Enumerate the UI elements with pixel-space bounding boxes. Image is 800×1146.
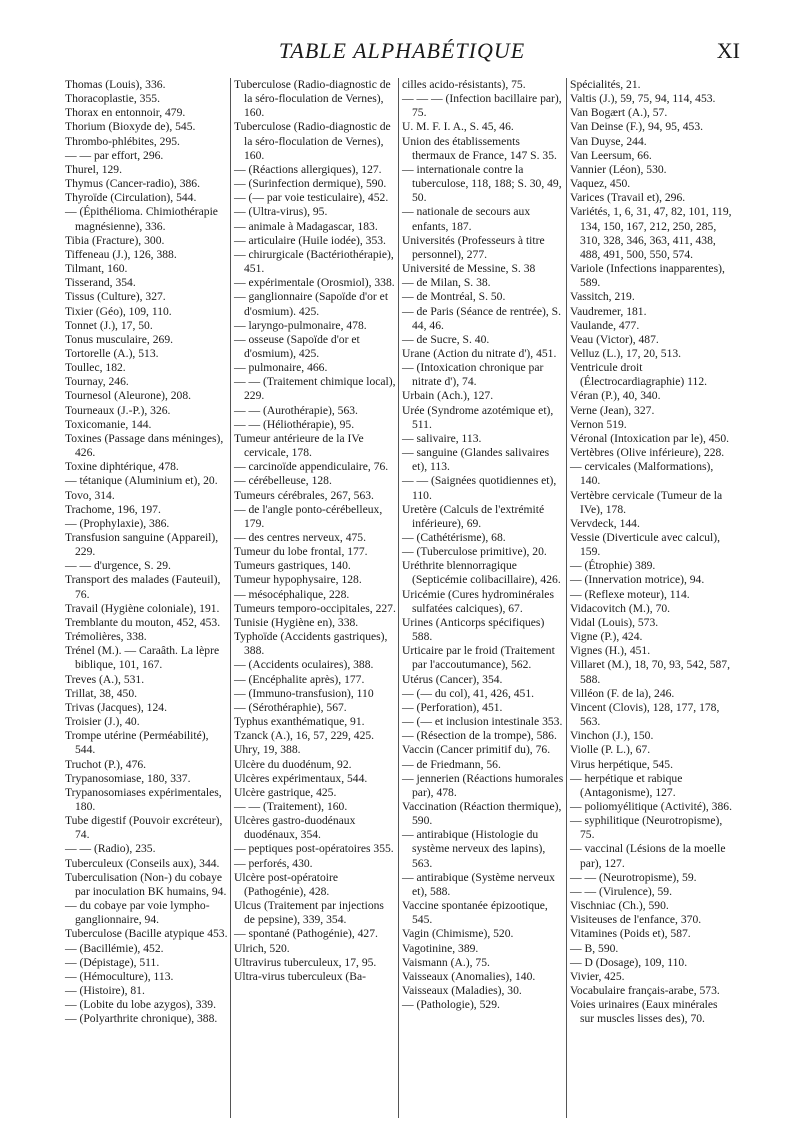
index-entry: Thomas (Louis), 336. [65, 78, 166, 91]
index-entry: Velluz (L.), 17, 20, 513. [570, 346, 682, 360]
index-entry: — antirabique (Histologie du système nerveux des lapins), 563. [402, 828, 546, 870]
index-entry: Vaisseaux (Maladies), 30. [402, 984, 522, 997]
index-entry: Ulcère gastrique, 425. [234, 785, 337, 799]
index-entry: — (Dépistage), 511. [65, 955, 160, 969]
index-entry: — (Histoire), 81. [65, 984, 145, 997]
index-entry: Union des établissements thermaux de France, 147 S. 35. [402, 134, 557, 162]
index-entry: — (Prophylaxie), 386. [65, 516, 170, 530]
index-entry: — (Sérothéraphie), 567. [234, 700, 347, 714]
index-entry: Trémolières, 338. [65, 630, 147, 644]
index-entry: Vincent (Clovis), 128, 177, 178, 563. [570, 700, 720, 729]
index-entry: Trénel (M.). — Caraâth. La lèpre biblique, 101, 167. [65, 644, 220, 672]
index-entry: Uhry, 19, 388. [234, 743, 301, 757]
index-entry: — (Étrophie) 389. [570, 559, 656, 573]
index-entry: Van Deinse (F.), 94, 95, 453. [570, 120, 704, 134]
index-entry: Thymus (Cancer-radio), 386. [65, 177, 200, 191]
index-entry: — de Friedmann, 56. [402, 757, 501, 771]
index-entry: U. M. F. I. A., S. 45, 46. [402, 120, 514, 134]
index-entry: Ventricule droit (Électrocardiagraphie) 112. [570, 361, 708, 389]
index-entry: Tumeur du lobe frontal, 177. [234, 545, 368, 559]
index-entry: Virus herpétique, 545. [570, 757, 673, 771]
index-entry: Tuberculose (Radio-diagnostic de la séro-floculation de Vernes), 160. [234, 120, 391, 162]
index-entry: Vervdeck, 144. [570, 516, 640, 530]
index-entry: Vinchon (J.), 150. [570, 729, 654, 743]
index-entry: Treves (A.), 531. [65, 672, 145, 686]
index-entry: Truchot (P.), 476. [65, 757, 147, 771]
index-entry: Tourneaux (J.-P.), 326. [65, 403, 171, 417]
page-header [64, 38, 740, 74]
index-entry: — (Accidents oculaires), 388. [234, 658, 374, 672]
index-entry: Vignes (H.), 451. [570, 644, 651, 658]
index-entry: — perforés, 430. [234, 856, 313, 870]
index-entry: — (Cathétérisme), 68. [402, 531, 506, 544]
index-entry: Vaisseaux (Anomalies), 140. [402, 969, 536, 983]
index-entry: Thoracoplastie, 355. [65, 92, 160, 106]
index-entry: — (Surinfection dermique), 590. [234, 177, 387, 191]
index-entry: — poliomyélitique (Activité), 386. [570, 799, 732, 813]
index-entry: Urbain (Ach.), 127. [402, 389, 494, 403]
index-entry: Tixier (Géo), 109, 110. [65, 304, 172, 318]
index-entry: — (Polyarthrite chronique), 388. [65, 1012, 218, 1026]
index-entry: — syphilitique (Neurotropisme), 75. [570, 814, 723, 842]
index-entry: Tonnet (J.), 17, 50. [65, 318, 153, 332]
index-entry: Vessie (Diverticule avec calcul), 159. [570, 531, 720, 559]
index-entry: Trompe utérine (Perméabilité), 544. [65, 729, 209, 757]
index-entry: — (Reflexe moteur), 114. [570, 587, 690, 601]
index-entry: Ulcères gastro-duodénaux duodénaux, 354. [234, 814, 356, 842]
index-entry: Veau (Victor), 487. [570, 332, 659, 346]
index-entry: Toxine diphtérique, 478. [65, 460, 179, 474]
index-entry: Vaccin (Cancer primitif du), 76. [402, 743, 551, 757]
index-entry: Vidacovitch (M.), 70. [570, 601, 671, 615]
index-entry: Uricémie (Cures hydrominérales sulfatées calciques), 67. [402, 587, 554, 615]
index-entry: — cérébelleuse, 128. [234, 474, 332, 488]
index-entry: Trypanosomiases expérimentales, 180. [65, 785, 222, 813]
index-entry: Urticaire par le froid (Traitement par l'accoutumance), 562. [402, 644, 555, 672]
index-entry: — de Milan, S. 38. [402, 276, 491, 290]
index-entry: — expérimentale (Orosmiol), 338. [234, 276, 395, 290]
index-entry: Vaquez, 450. [570, 177, 631, 191]
index-entry: — (Épithélioma. Chimiothérapie magnésienne), 336. [65, 205, 218, 233]
index-entry: Villaret (M.), 18, 70, 93, 542, 587, 588. [570, 658, 730, 686]
index-entry: — — par effort, 296. [65, 148, 164, 162]
index-entry: Varices (Travail et), 296. [570, 191, 686, 205]
index-entry: Urane (Action du nitrate d'), 451. [402, 346, 557, 360]
index-entry: Vidal (Louis), 573. [570, 615, 659, 629]
index-entry: Université de Messine, S. 38 [402, 262, 536, 276]
index-column-4 [566, 78, 734, 1118]
index-entry: — du cobaye par voie lympho-ganglionnaire, 94. [65, 899, 210, 927]
index-entry: Urines (Anticorps spécifiques) 588. [402, 615, 545, 644]
index-entry: Tuberculeux (Conseils aux), 344. [65, 856, 220, 870]
index-entry: Tube digestif (Pouvoir excréteur), 74. [65, 814, 223, 842]
index-entry: — (Bacillémie), 452. [65, 941, 164, 955]
index-entry: Tournesol (Aleurone), 208. [65, 389, 192, 403]
index-entry: Van Bogært (A.), 57. [570, 106, 668, 120]
index-entry: Vagotinine, 389. [402, 941, 479, 955]
index-entry: Thrombo-phlébites, 295. [65, 134, 180, 148]
index-entry: — (Innervation motrice), 94. [570, 573, 705, 587]
index-entry: — articulaire (Huile iodée), 353. [234, 233, 386, 247]
index-entry: Vaismann (A.), 75. [402, 955, 490, 969]
index-entry: — sanguine (Glandes salivaires et), 113. [402, 446, 550, 474]
index-entry: Vagin (Chimisme), 520. [402, 927, 514, 941]
index-entry: Uréthrite blennorragique (Septicémie colibacillaire), 426. [402, 559, 561, 587]
index-entry: — (— du col), 41, 426, 451. [402, 686, 535, 700]
index-entry: Vertèbres (Olive inférieure), 228. [570, 446, 725, 460]
index-entry: Vaccination (Réaction thermique), 590. [402, 799, 562, 828]
index-entry: Vitamines (Poids et), 587. [570, 927, 691, 941]
index-entry: — — (Radio), 235. [65, 842, 156, 856]
index-column-1 [62, 78, 230, 1118]
index-column-3 [398, 78, 566, 1118]
index-entry: Trivas (Jacques), 124. [65, 700, 167, 714]
index-entry: — herpétique et rabique (Antagonisme), 127. [570, 771, 683, 799]
index-entry: Vannier (Léon), 530. [570, 162, 667, 176]
index-entry: — (Tuberculose primitive), 20. [402, 545, 547, 559]
index-entry: Vaudremer, 181. [570, 304, 647, 318]
index-entry: Toullec, 182. [65, 361, 126, 375]
index-entry: — (Ultra-virus), 95. [234, 205, 328, 219]
index-entry: Ulcère post-opératoire (Pathogénie), 428. [234, 870, 338, 898]
index-entry: Vaulande, 477. [570, 318, 640, 332]
index-entry: — D (Dosage), 109, 110. [570, 955, 688, 969]
index-entry: — nationale de secours aux enfants, 187. [402, 205, 531, 233]
index-entry: Tumeur hypophysaire, 128. [234, 573, 362, 587]
index-entry: Véran (P.), 40, 340. [570, 389, 661, 403]
index-entry: — (Intoxication chronique par nitrate d'), 74. [402, 361, 544, 389]
index-entry: Vivier, 425. [570, 969, 625, 983]
index-entry: Toxines (Passage dans méninges), 426. [65, 431, 224, 460]
index-entry: Transport des malades (Fauteuil), 76. [65, 573, 221, 601]
index-entry: Tunisie (Hygiène en), 338. [234, 615, 359, 629]
index-entry: Van Duyse, 244. [570, 134, 647, 148]
index-entry: Tumeurs temporo-occipitales, 227. [234, 601, 396, 615]
index-entry: Thyroïde (Circulation), 544. [65, 191, 197, 205]
index-entry: — (Lobite du lobe azygos), 339. [65, 998, 217, 1012]
index-entry: Valtis (J.), 59, 75, 94, 114, 453. [570, 92, 716, 106]
index-entry: Vaccine spontanée épizootique, 545. [402, 899, 548, 927]
index-entry: Thurel, 129. [65, 162, 122, 176]
index-entry: Vertèbre cervicale (Tumeur de la IVe), 178. [570, 488, 723, 516]
index-entry: Tibia (Fracture), 300. [65, 233, 165, 247]
index-entry: — (Réactions allergiques), 127. [234, 162, 382, 176]
index-entry: Utérus (Cancer), 354. [402, 672, 503, 686]
index-entry: Troisier (J.), 40. [65, 715, 140, 729]
index-entry: Véronal (Intoxication par le), 450. [570, 431, 730, 445]
index-entry: Ultravirus tuberculeux, 17, 95. [234, 955, 377, 969]
index-entry: — (Encéphalite après), 177. [234, 672, 365, 686]
index-entry: Tovo, 314. [65, 488, 115, 502]
index-entry: — — d'urgence, S. 29. [65, 559, 171, 573]
index-entry: — (Perforation), 451. [402, 700, 503, 714]
index-entry: — (Hémoculture), 113. [65, 969, 174, 983]
index-entry: Tisserand, 354. [65, 276, 136, 290]
index-entry: — (— par voie testiculaire), 452. [234, 191, 389, 205]
index-entry: Universités (Professeurs à titre personnel), 277. [402, 233, 545, 261]
index-entry: Urée (Syndrome azotémique et), 511. [402, 403, 554, 431]
index-entry: Thorax en entonnoir, 479. [65, 106, 186, 120]
index-entry: Variole (Infections inapparentes), 589. [570, 262, 725, 290]
index-entry: Vocabulaire français-arabe, 573. [570, 984, 720, 997]
index-entry: Vassitch, 219. [570, 290, 635, 304]
index-entry: Transfusion sanguine (Appareil), 229. [65, 531, 219, 559]
index-entry: Tumeur antérieure de la IVe cervicale, 178. [234, 431, 364, 460]
index-entry: — — (Neurotropisme), 59. [570, 870, 697, 884]
index-entry: Tournay, 246. [65, 375, 129, 389]
index-entry: — — (Héliothérapie), 95. [234, 417, 355, 431]
index-entry: Villéon (F. de la), 246. [570, 686, 675, 700]
index-entry: — (Résection de la trompe), 586. [402, 729, 557, 743]
page-number: XI [716, 38, 740, 63]
index-entry: Tortorelle (A.), 513. [65, 346, 159, 360]
index-entry: Tonus musculaire, 269. [65, 332, 174, 346]
page-title: TABLE ALPHABÉTIQUE [278, 38, 526, 63]
index-entry: — de l'angle ponto-cérébelleux, 179. [234, 502, 383, 530]
index-entry: Van Leersum, 66. [570, 148, 652, 162]
index-entry: — carcinoïde appendiculaire, 76. [234, 460, 389, 474]
index-entry: Tilmant, 160. [65, 262, 128, 276]
index-entry: Ultra-virus tuberculeux (Ba- [234, 969, 366, 983]
index-entry: — cervicales (Malformations), 140. [570, 460, 714, 488]
index-entry: — internationale contre la tuberculose, 118, 188; S. 30, 49, 50. [402, 162, 562, 205]
index-entry: Tumeurs cérébrales, 267, 563. [234, 488, 374, 502]
index-entry: — (Immuno-transfusion), 110 [234, 686, 374, 700]
index-entry: — peptiques post-opératoires 355. [234, 842, 394, 856]
index-entry: Verne (Jean), 327. [570, 403, 655, 417]
index-entry: — laryngo-pulmonaire, 478. [234, 318, 367, 332]
index-entry: Tiffeneau (J.), 126, 388. [65, 247, 177, 261]
index-entry: — salivaire, 113. [402, 431, 482, 445]
index-entry: Tuberculisation (Non-) du cobaye par inoculation BK humains, 94. [65, 870, 227, 898]
index-entry: Vernon 519. [570, 417, 627, 431]
index-entry: — — (Traitement), 160. [234, 799, 348, 813]
index-entry: Visiteuses de l'enfance, 370. [570, 913, 702, 927]
index-entry: Typhus exanthématique, 91. [234, 715, 365, 729]
index-entry: Voies urinaires (Eaux minérales sur muscles lisses des), 70. [570, 998, 718, 1026]
index-entry: Tremblante du mouton, 452, 453. [65, 615, 221, 629]
index-entry: Trypanosomiase, 180, 337. [65, 771, 191, 785]
index-entry: — vaccinal (Lésions de la moelle par), 127. [570, 842, 726, 870]
index-column-2 [230, 78, 398, 1118]
index-entry: Spécialités, 21. [570, 78, 641, 91]
index-entry: Tissus (Culture), 327. [65, 290, 166, 304]
index-entry: Vigne (P.), 424. [570, 630, 643, 644]
index-entry: — jennerien (Réactions humorales par), 478. [402, 771, 564, 799]
index-entry: Vischniac (Ch.), 590. [570, 899, 669, 913]
index-entry: Tuberculose (Radio-diagnostic de la séro-floculation de Vernes), 160. [234, 78, 391, 120]
index-entry: Ulcères expérimentaux, 544. [234, 771, 368, 785]
index-entry: — spontané (Pathogénie), 427. [234, 927, 378, 941]
index-entry: — chirurgicale (Bactériothérapie), 451. [234, 247, 394, 276]
index-entry: — de Paris (Séance de rentrée), S. 44, 46. [402, 304, 562, 332]
index-entry: — des centres nerveux, 475. [234, 531, 366, 544]
index-entry: Trachome, 196, 197. [65, 502, 161, 516]
index-entry: — osseuse (Sapoïde d'or et d'osmium), 425. [234, 332, 360, 360]
index-entry: Thorium (Bioxyde de), 545. [65, 120, 196, 134]
index-entry: Variétés, 1, 6, 31, 47, 82, 101, 119, 134, 150, 167, 212, 250, 285, 310, 328, 346, 363, 411, 438, 488, 491, 500, 550, 574. [570, 205, 732, 261]
index-entry: Ulrich, 520. [234, 941, 290, 955]
index-entry: — — (Virulence), 59. [570, 884, 673, 898]
index-entry: — B, 590. [570, 941, 619, 955]
index-entry: — de Montréal, S. 50. [402, 290, 506, 304]
index-entry: — tétanique (Aluminium et), 20. [65, 474, 218, 488]
index-entry: — — — (Infection bacillaire par), 75. [402, 92, 562, 120]
index-entry: Tumeurs gastriques, 140. [234, 559, 351, 573]
index-entry: Uretère (Calculs de l'extrémité inférieure), 69. [402, 502, 545, 530]
index-entry: — antirabique (Système nerveux et), 588. [402, 870, 555, 898]
index-entry: — — (Traitement chimique local), 229. [234, 375, 396, 403]
index-entry: — ganglionnaire (Sapoïde d'or et d'osmium). 425. [234, 290, 389, 318]
index-entry: Typhoïde (Accidents gastriques), 388. [234, 630, 388, 658]
index-entry: — — (Saignées quotidiennes et), 110. [402, 474, 557, 502]
index-entry: — de Sucre, S. 40. [402, 332, 490, 346]
index-entry: — — (Aurothérapie), 563. [234, 403, 358, 417]
index-entry: Toxicomanie, 144. [65, 417, 152, 431]
index-entry: Ulcus (Traitement par injections de pepsine), 339, 354. [234, 899, 384, 927]
index-entry: — pulmonaire, 466. [234, 361, 328, 375]
index-entry: Trillat, 38, 450. [65, 686, 138, 700]
index-entry: — (— et inclusion intestinale 353. [402, 715, 563, 729]
index-entry: cilles acido-résistants), 75. [402, 78, 526, 91]
index-entry: Ulcère du duodénum, 92. [234, 757, 352, 771]
index-entry: — (Pathologie), 529. [402, 998, 500, 1012]
index-entry: — mésocéphalique, 228. [234, 587, 350, 601]
index-entry: Tuberculose (Bacille atypique 453. [65, 927, 228, 941]
index-entry: — animale à Madagascar, 183. [234, 219, 378, 233]
index-entry: Violle (P. L.), 67. [570, 743, 651, 757]
index-entry: Tzanck (A.), 16, 57, 229, 425. [234, 729, 375, 743]
index-columns [62, 78, 744, 1118]
index-entry: Travail (Hygiène coloniale), 191. [65, 601, 220, 615]
